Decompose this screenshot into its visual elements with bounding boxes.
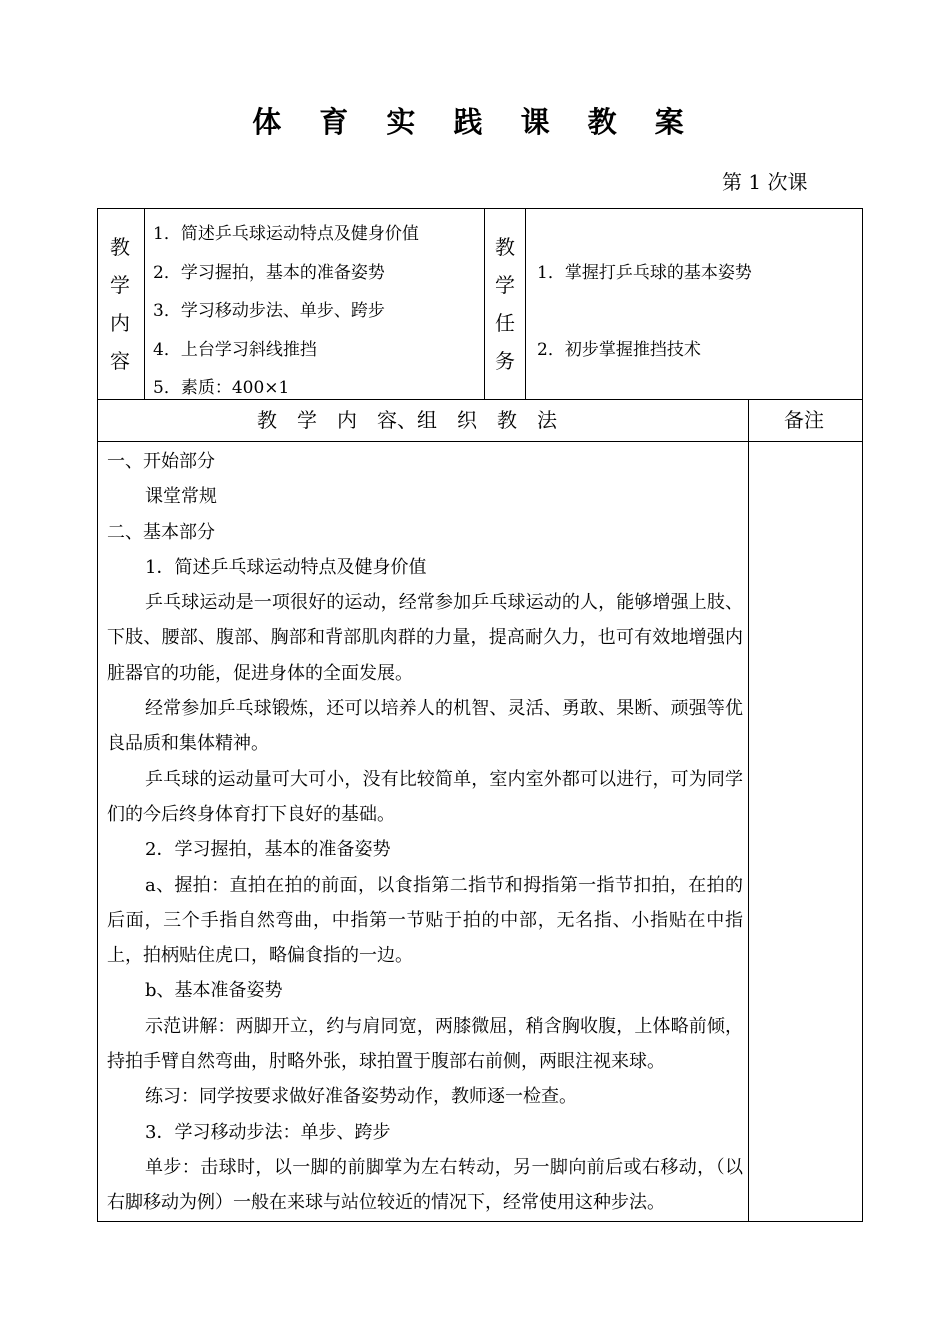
body-paragraph: 乒乓球的运动量可大可小，没有比较简单，室内室外都可以进行，可为同学们的今后终身体育打下良好的基础。: [107, 768, 743, 825]
body-paragraph: b、基本准备姿势: [145, 980, 283, 1002]
lesson-number: 第 1 次课: [722, 170, 808, 194]
body-paragraph: 2．学习握拍，基本的准备姿势: [145, 839, 391, 861]
content-label-char: 容: [110, 349, 130, 373]
notes-header: 备注: [784, 408, 824, 432]
lesson-body: [107, 444, 743, 1221]
divider: [144, 208, 145, 399]
body-paragraph: 示范讲解：两脚开立，约与肩同宽，两膝微屈，稍含胸收腹，上体略前倾，持拍手臂自然弯曲，肘略外张，球拍置于腹部右前侧，两眼注视来球。: [107, 1015, 743, 1073]
content-label-char: 教: [110, 235, 130, 259]
body-paragraph: 1．简述乒乓球运动特点及健身价值: [145, 556, 427, 578]
task-label-char: 务: [495, 349, 515, 373]
task-item: 1．掌握打乒乓球的基本姿势: [537, 263, 752, 283]
body-paragraph: 一、开始部分: [107, 451, 215, 472]
body-paragraph: 经常参加乒乓球锻炼，还可以培养人的机智、灵活、勇敢、果断、顽强等优良品质和集体精神。: [107, 698, 743, 755]
body-paragraph: 练习：同学按要求做好准备姿势动作，教师逐一检查。: [145, 1086, 577, 1108]
body-paragraph: 乒乓球运动是一项很好的运动，经常参加乒乓球运动的人，能够增强上肢、下肢、腰部、腹部、胸部和背部肌肉群的力量，提高耐久力，也可有效地增强内脏器官的功能，促进身体的全面发展。: [107, 592, 743, 684]
body-paragraph: 单步：击球时，以一脚的前脚掌为左右转动，另一脚向前后或右移动，（以右脚移动为例）一般在来球与站位较近的情况下，经常使用这种步法。: [107, 1156, 743, 1214]
divider: [525, 208, 526, 399]
body-paragraph: 课堂常规: [145, 486, 217, 508]
body-paragraph: 二、基本部分: [107, 521, 215, 543]
body-paragraph: 3．学习移动步法：单步、跨步: [145, 1121, 391, 1143]
content-item: 1．简述乒乓球运动特点及健身价值: [153, 224, 419, 244]
content-item: 2．学习握拍，基本的准备姿势: [153, 263, 385, 283]
content-label-char: 内: [110, 311, 130, 335]
body-paragraph: a、握拍：直拍在拍的前面，以食指第二指节和拇指第一指节扣拍，在拍的后面，三个手指自然弯曲，中指第一节贴于拍的中部，无名指、小指贴在中指上，拍柄贴住虎口，略偏食指的一边。: [107, 874, 743, 967]
content-label-char: 学: [110, 273, 130, 297]
content-item: 4．上台学习斜线推挡: [153, 340, 317, 360]
content-item: 3．学习移动步法、单步、跨步: [153, 301, 385, 321]
section-header: 教 学 内 容、组 织 教 法: [257, 408, 557, 432]
task-label-char: 学: [495, 273, 515, 297]
page-title: 体 育 实 践 课 教 案: [252, 105, 698, 139]
divider: [748, 399, 749, 1222]
task-item: 2．初步掌握推挡技术: [537, 340, 701, 360]
task-label-char: 教: [495, 235, 515, 259]
content-item: 5．素质：400×1: [153, 378, 290, 398]
task-label-char: 任: [495, 311, 515, 335]
